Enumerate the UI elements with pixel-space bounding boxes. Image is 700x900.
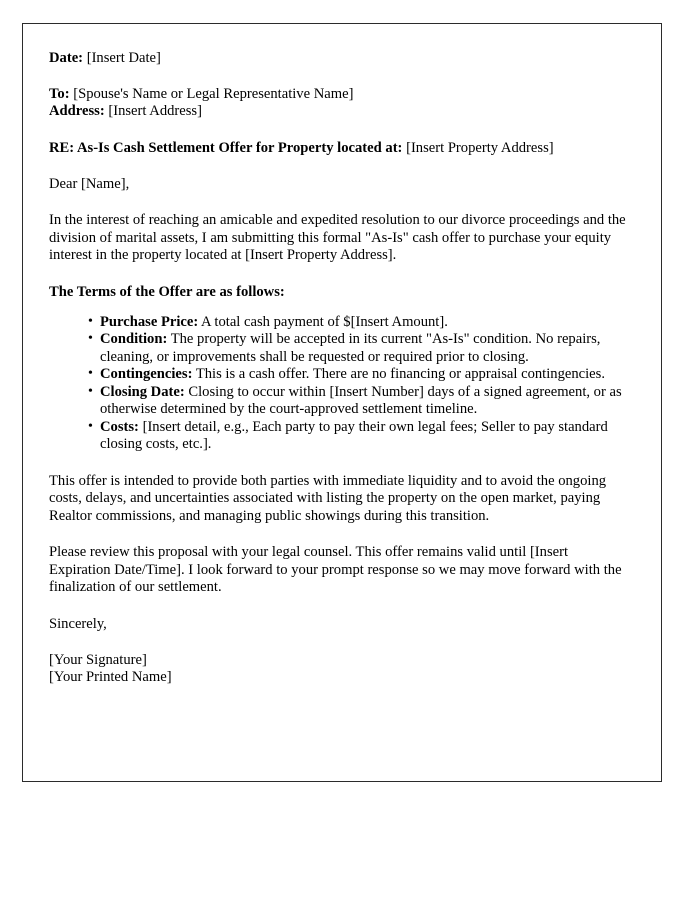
- term-text: The property will be accepted in its current "As-Is" condition. No repairs, cleaning, or improvements shall be requested or required prior to closing.: [100, 331, 601, 365]
- term-text: [Insert detail, e.g., Each party to pay their own legal fees; Seller to pay standard closing costs, etc.].: [100, 418, 608, 453]
- terms-heading: The Terms of the Offer are as follows:: [49, 283, 285, 300]
- recipient-address-value: [Insert Address]: [108, 103, 202, 120]
- term-label: Closing Date:: [100, 383, 185, 400]
- list-item: [88, 366, 631, 384]
- term-label: Condition:: [100, 331, 168, 348]
- term-label: Costs:: [100, 418, 139, 435]
- term-text: Closing to occur within [Insert Number] days of a signed agreement, or as otherwise determined by the court-approved settlement timeline.: [100, 383, 622, 418]
- subject-line: [49, 140, 631, 157]
- date-label: Date:: [49, 50, 84, 66]
- recipient-to-value: [Spouse's Name or Legal Representative Name]: [73, 86, 354, 103]
- list-item: [88, 384, 631, 419]
- term-label: Purchase Price:: [100, 313, 199, 330]
- date-value: [Insert Date]: [86, 50, 161, 66]
- intro-paragraph: In the interest of reaching an amicable and expedited resolution to our divorce proceedings and the division of marital assets, I am submitting this formal "As-Is" cash offer to purchase your equity interest in the property located at [Insert Property Address].: [49, 212, 626, 264]
- list-item: [88, 331, 631, 366]
- signature-line: [Your Signature]: [49, 652, 147, 669]
- term-text: This is a cash offer. There are no financing or appraisal contingencies.: [195, 366, 605, 383]
- printed-name-line: [Your Printed Name]: [49, 669, 172, 686]
- date-line: [49, 50, 631, 67]
- subject-value: [Insert Property Address]: [406, 139, 554, 156]
- valediction: Sincerely,: [49, 615, 107, 632]
- recipient-to-line: [49, 86, 631, 103]
- term-text: A total cash payment of $[Insert Amount].: [201, 313, 448, 330]
- closing-paragraph: Please review this proposal with your legal counsel. This offer remains valid until [Insert Expiration Date/Time]. I look forward to your prompt response so we may move forward with the finalization of our settlement.: [49, 544, 622, 596]
- document-body: [23, 24, 661, 686]
- terms-list: [49, 314, 631, 454]
- subject-label: RE: As-Is Cash Settlement Offer for Property located at:: [49, 139, 403, 156]
- salutation: Dear [Name],: [49, 175, 130, 192]
- document-page: [22, 23, 662, 782]
- recipient-address-label: Address:: [49, 103, 105, 120]
- list-item: [88, 419, 631, 454]
- recipient-address-line: [49, 103, 631, 120]
- recipient-to-label: To:: [49, 86, 70, 103]
- recipient-block: [49, 86, 631, 120]
- term-label: Contingencies:: [100, 366, 193, 383]
- rationale-paragraph: This offer is intended to provide both parties with immediate liquidity and to avoid the ongoing costs, delays, and uncertainties associated with listing the property on the open market, paying Realtor commissions, and managing public showings during this transition.: [49, 472, 607, 524]
- signature-block: [49, 652, 631, 686]
- list-item: [88, 314, 631, 332]
